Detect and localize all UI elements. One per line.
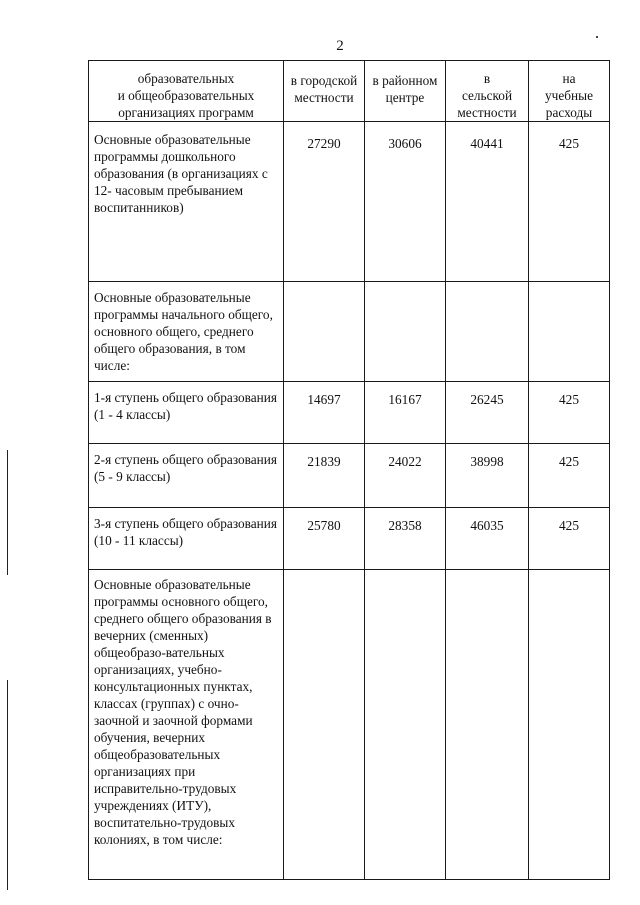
cell-district: 16167 [365,382,446,444]
table-header-row [89,61,610,122]
header-programs-text: образовательных и общеобразовательных организациях программ [117,71,255,120]
cell-urban: 21839 [284,444,365,508]
row-label: Основные образовательные программы дошкольного образования (в организациях с 12- часовым пребыванием воспитанников) [89,122,284,282]
scan-margin-mark [7,450,8,575]
header-cell-district [365,61,446,122]
cell-rural: 38998 [446,444,529,508]
cell-study: 425 [529,508,610,570]
header-rural-text: в сельской местности [457,71,517,120]
funding-table [88,60,610,880]
cell-study [529,570,610,880]
row-label: Основные образовательные программы начального общего, основного общего, среднего общего образования, в том числе: [89,282,284,382]
cell-study: 425 [529,382,610,444]
row-label: 1-я ступень общего образования (1 - 4 классы) [89,382,284,444]
cell-rural [446,282,529,382]
row-label: 3-я ступень общего образования (10 - 11 классы) [89,508,284,570]
table-row [89,282,610,382]
cell-urban: 27290 [284,122,365,282]
cell-district: 24022 [365,444,446,508]
header-cell-programs [89,61,284,122]
cell-urban [284,282,365,382]
cell-study: 425 [529,122,610,282]
header-district-text: в районном центре [372,73,438,105]
table-row [89,444,610,508]
cell-district [365,282,446,382]
table-row [89,122,610,282]
cell-rural: 40441 [446,122,529,282]
cell-district [365,570,446,880]
header-cell-study [529,61,610,122]
row-label: Основные образовательные программы основного общего, среднего общего образования в вечерних (сменных) общеобразо-вательных организациях, учебно-консультационных пунктах, классах (группах) с очно-заочной и заочной формами обучения, вечерних общеобразовательных организациях при исправительно-трудовых учреждениях (ИТУ), воспитательно-трудовых колониях, в том числе: [89,570,284,880]
scan-margin-mark [7,680,8,890]
cell-urban: 25780 [284,508,365,570]
header-cell-rural [446,61,529,122]
table-row [89,570,610,880]
cell-urban [284,570,365,880]
table-row [89,382,610,444]
cell-district: 28358 [365,508,446,570]
cell-rural [446,570,529,880]
cell-study [529,282,610,382]
row-label: 2-я ступень общего образования (5 - 9 классы) [89,444,284,508]
page-number: 2 [336,38,344,54]
scan-speck [596,36,598,38]
cell-rural: 26245 [446,382,529,444]
cell-urban: 14697 [284,382,365,444]
cell-rural: 46035 [446,508,529,570]
header-urban-text: в городской местности [290,73,358,105]
cell-study: 425 [529,444,610,508]
header-cell-urban [284,61,365,122]
cell-district: 30606 [365,122,446,282]
header-study-text: на учебные расходы [545,71,593,120]
table-row [89,508,610,570]
